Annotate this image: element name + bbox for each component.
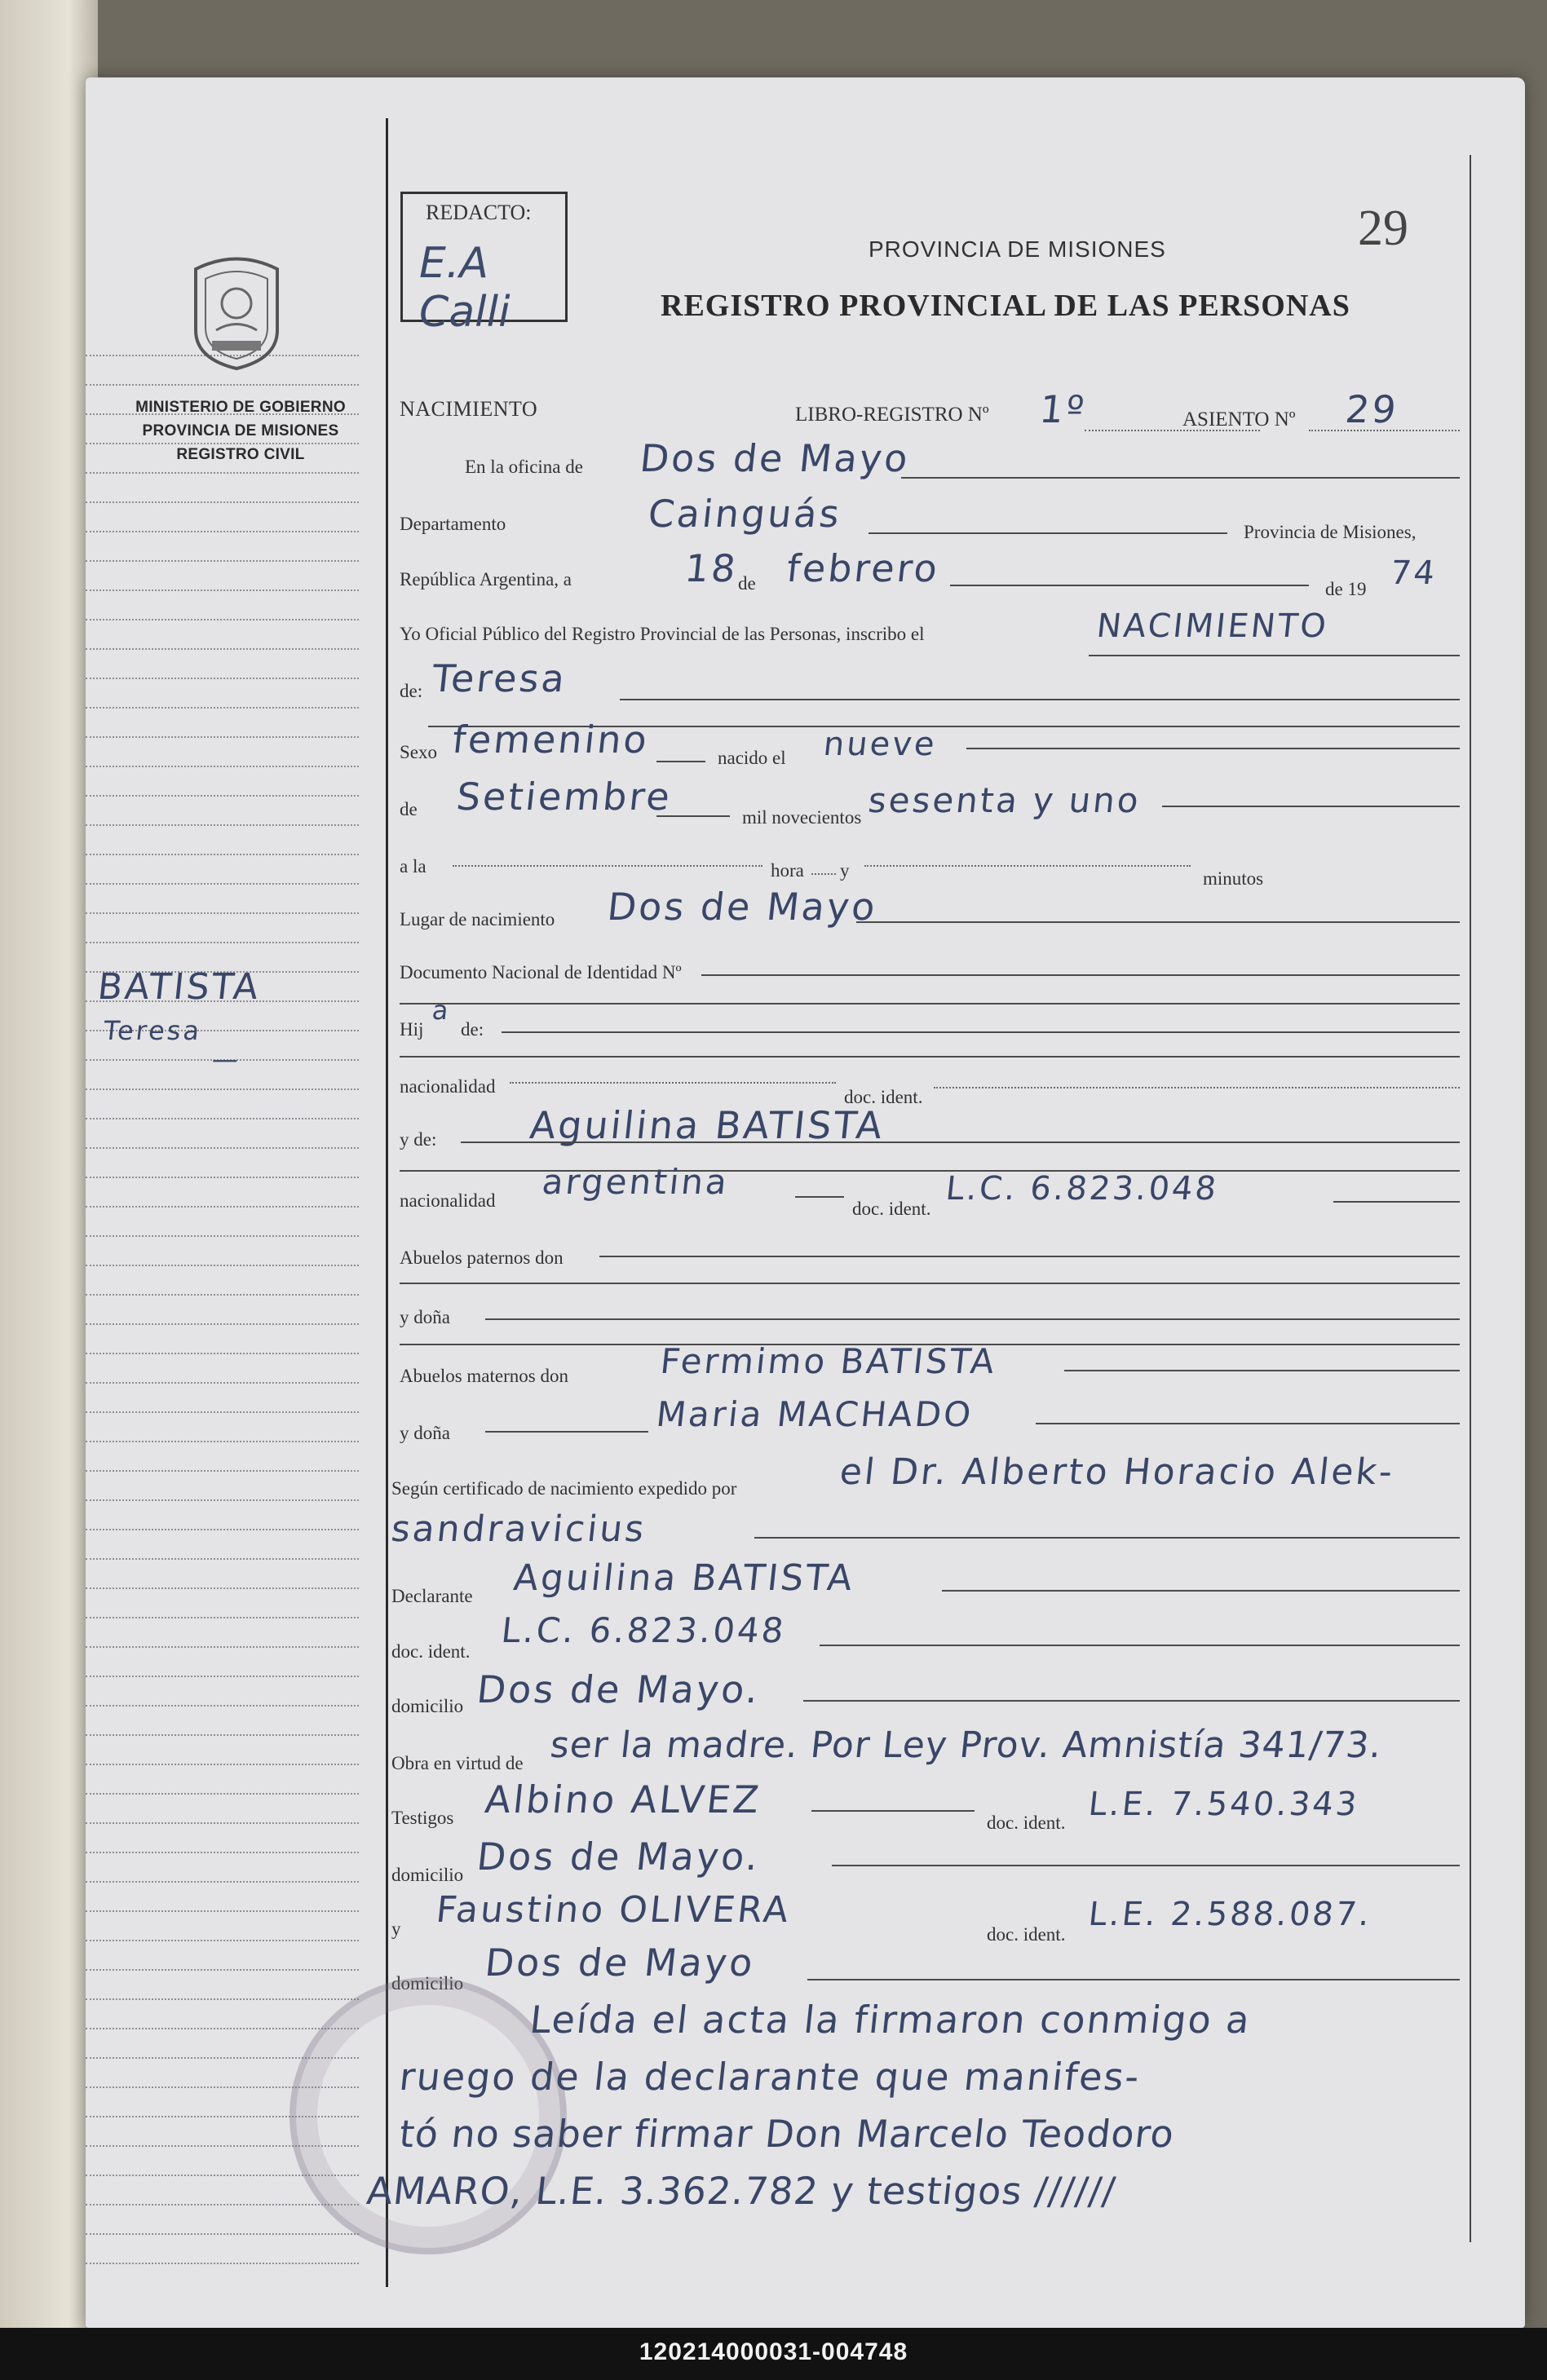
margin-ruled-line [86, 736, 359, 738]
label-y-testigo: y [391, 1919, 401, 1939]
margin-ruled-line [86, 795, 359, 797]
fill-acto [1089, 655, 1460, 656]
label-testigos: Testigos [391, 1808, 454, 1828]
value-hij-suffix: a [431, 995, 453, 1026]
page-number: 29 [1358, 201, 1408, 256]
margin-ruled-line [86, 1529, 359, 1530]
fill-abuelo-paterno-2 [400, 1283, 1460, 1284]
label-oficina: En la oficina de [465, 457, 583, 477]
value-certificado-por: el Dr. Alberto Horacio Alek- [838, 1451, 1397, 1493]
value-mes: febrero [785, 546, 942, 590]
label-mil-novecientos: mil novecientos [742, 807, 862, 828]
ministry-line-1: MINISTERIO DE GOBIERNO [135, 399, 346, 416]
margin-ruled-line [86, 1147, 359, 1149]
fill-minutos [864, 865, 1191, 867]
value-declarante: Aguilina BATISTA [511, 1557, 857, 1599]
margin-ruled-line [86, 1118, 359, 1119]
value-obra-virtud: ser la madre. Por Ley Prov. Amnistía 341/73. [548, 1724, 1385, 1766]
label-doc-ident-madre: doc. ident. [852, 1199, 931, 1219]
margin-ruled-line [86, 1998, 359, 2000]
margin-ruled-line [86, 1705, 359, 1707]
fill-abuelo-materno [1064, 1370, 1460, 1371]
value-lugar: Dos de Mayo [605, 885, 880, 929]
fill-hora [811, 873, 836, 875]
value-acto: NACIMIENTO [1094, 607, 1331, 645]
label-obra-virtud: Obra en virtud de [391, 1753, 524, 1773]
margin-ruled-line [86, 1294, 359, 1296]
margin-ruled-line [86, 883, 359, 885]
fill-abuela-paterna [485, 1318, 1460, 1320]
value-madre-doc: L.C. 6.823.048 [944, 1170, 1221, 1208]
margin-ruled-line [86, 1206, 359, 1208]
book-spine [0, 0, 98, 2380]
margin-ruled-line [86, 1411, 359, 1413]
fill-hijo [502, 1031, 1460, 1033]
margin-ruled-line [86, 1470, 359, 1472]
margin-ruled-line [86, 2204, 359, 2206]
fill-nacido [966, 748, 1460, 749]
value-nacido-mes: Setiembre [454, 775, 674, 819]
label-de-mes: de [738, 573, 756, 594]
margin-ruled-line [86, 589, 359, 591]
value-madre-nacionalidad: argentina [540, 1162, 732, 1202]
margin-ruled-line [86, 1822, 359, 1824]
value-abuela-materna: Maria MACHADO [654, 1394, 975, 1434]
margin-ruled-line [86, 501, 359, 503]
value-testigo2: Faustino OLIVERA [434, 1889, 793, 1931]
value-testigo1: Albino ALVEZ [483, 1777, 764, 1821]
label-hora: hora [771, 860, 804, 881]
fill-testigo1-domicilio [832, 1865, 1460, 1866]
value-declarante-doc: L.C. 6.823.048 [499, 1610, 789, 1650]
margin-ruled-line [86, 1617, 359, 1618]
label-testigo2-domicilio: domicilio [391, 1973, 464, 1994]
fill-hijo-2 [400, 1056, 1460, 1058]
margin-ruled-line [86, 1323, 359, 1325]
redacto-signature: E.A Calli [419, 239, 511, 337]
margin-surname: BATISTA [95, 966, 263, 1008]
margin-ruled-line [86, 1969, 359, 1971]
fill-nacido-mes [656, 815, 730, 817]
margin-ruled-line [86, 1587, 359, 1589]
label-y-de: y de: [400, 1129, 437, 1150]
closing-note-line-3: tó no saber firmar Don Marcelo Teodoro [397, 2112, 1177, 2156]
margin-ruled-line [86, 1441, 359, 1442]
margin-ruled-line [86, 1499, 359, 1501]
label-lugar-nacimiento: Lugar de nacimiento [400, 909, 555, 929]
margin-ruled-line [86, 2028, 359, 2029]
margin-ruled-line [86, 531, 359, 532]
margin-ruled-line [86, 1676, 359, 1677]
value-sexo: femenino [450, 718, 652, 762]
label-testigo1-domicilio: domicilio [391, 1865, 464, 1885]
margin-ruled-line [86, 1881, 359, 1883]
value-anio: 74 [1388, 554, 1439, 592]
label-nacionalidad-madre: nacionalidad [400, 1190, 496, 1211]
ministry-heading [118, 395, 363, 466]
fill-fecha [950, 585, 1309, 586]
value-certificado-por-2: sandravicius [389, 1508, 648, 1550]
margin-ruled-line [86, 1852, 359, 1853]
label-declarante-domicilio: domicilio [391, 1696, 464, 1716]
label-declarante-doc: doc. ident. [391, 1641, 471, 1662]
fill-departamento [869, 532, 1227, 534]
province-heading: PROVINCIA DE MISIONES [869, 236, 1166, 262]
label-abuelos-maternos: Abuelos maternos don [400, 1366, 568, 1386]
value-departamento: Cainguás [646, 492, 844, 536]
margin-ruled-line [86, 1235, 359, 1237]
margin-ruled-line [86, 1382, 359, 1384]
right-rule [1470, 155, 1471, 2242]
fill-abuelo-paterno [599, 1256, 1460, 1257]
fill-asiento [1309, 430, 1460, 431]
value-testigo2-doc: L.E. 2.588.087. [1086, 1896, 1374, 1933]
fill-sexo [656, 761, 705, 762]
label-yo-oficial: Yo Oficial Público del Registro Provincial de las Personas, inscribo el [400, 624, 925, 644]
record-id: 120214000031-004748 [639, 2338, 908, 2365]
label-y-hora: y [840, 860, 850, 881]
margin-ruled-line [86, 1910, 359, 1912]
label-a-la: a la [400, 856, 427, 876]
label-hij: Hij [400, 1019, 424, 1040]
label-declarante: Declarante [391, 1586, 473, 1606]
label-nacimiento: NACIMIENTO [400, 397, 538, 421]
margin-ruled-line [86, 1558, 359, 1560]
value-testigo1-domicilio: Dos de Mayo. [475, 1835, 763, 1879]
closing-note-line-4: AMARO, L.E. 3.362.782 y testigos ////// [365, 2169, 1119, 2213]
value-asiento-no: 29 [1343, 387, 1401, 431]
fill-doc-padre [934, 1087, 1460, 1088]
provincial-emblem-icon [188, 253, 285, 371]
ministry-line-3: REGISTRO CIVIL [176, 446, 305, 463]
fill-certificado [754, 1537, 1460, 1539]
margin-ruled-line [86, 1764, 359, 1765]
margin-ruled-line [86, 2263, 359, 2264]
margin-given-name: Teresa [102, 1015, 204, 1046]
value-abuelo-materno: Fermimo BATISTA [658, 1341, 999, 1381]
margin-ruled-line [86, 1646, 359, 1648]
label-asiento: ASIENTO Nº [1182, 408, 1296, 431]
margin-ruled-line [86, 854, 359, 855]
fill-testigo1 [811, 1810, 975, 1812]
value-testigo2-domicilio: Dos de Mayo [483, 1941, 758, 1985]
fill-madre-nac [795, 1196, 844, 1198]
margin-ruled-line [86, 1088, 359, 1090]
margin-ruled-line [86, 824, 359, 826]
label-testigo1-doc: doc. ident. [987, 1813, 1066, 1833]
value-declarante-domicilio: Dos de Mayo. [475, 1667, 763, 1711]
label-doc-ident-padre: doc. ident. [844, 1087, 923, 1107]
margin-ruled-line [86, 472, 359, 474]
margin-ruled-line [86, 678, 359, 679]
label-testigo2-doc: doc. ident. [987, 1924, 1066, 1945]
redacto-box [400, 192, 568, 337]
value-nombre: Teresa [430, 656, 569, 700]
label-provincia-misiones: Provincia de Misiones, [1244, 522, 1417, 542]
margin-ruled-line [86, 707, 359, 709]
label-segun-certificado: Según certificado de nacimiento expedido por [391, 1478, 737, 1499]
fill-nacionalidad-padre [510, 1082, 836, 1084]
fill-declarante-domicilio [803, 1700, 1460, 1702]
label-libro-registro: LIBRO-REGISTRO Nº [795, 404, 989, 426]
registry-page [86, 77, 1525, 2328]
fill-declarante [942, 1590, 1460, 1592]
registry-title: REGISTRO PROVINCIAL DE LAS PERSONAS [661, 289, 1350, 323]
fill-declarante-doc [820, 1645, 1460, 1646]
margin-ruled-line [86, 648, 359, 650]
margin-ruled-line [86, 912, 359, 914]
margin-ruled-line [86, 1793, 359, 1795]
redacto-label: REDACTO: [426, 201, 532, 224]
label-abuela-materna: y doña [400, 1423, 450, 1443]
value-nacido-dia: nueve [821, 726, 939, 763]
label-abuelos-paternos: Abuelos paternos don [400, 1247, 564, 1268]
fill-nombre [620, 699, 1460, 700]
label-minutos: minutos [1203, 868, 1264, 889]
fill-testigo2-domicilio [807, 1979, 1460, 1980]
fill-madre [461, 1141, 1460, 1143]
label-de-nombre: de: [400, 681, 423, 701]
margin-ruled-line [86, 1353, 359, 1354]
margin-ruled-line [86, 1177, 359, 1178]
margin-ruled-line [86, 2233, 359, 2235]
label-nacido-el: nacido el [718, 748, 786, 768]
value-dia: 18 [683, 546, 740, 590]
margin-ruled-line [86, 766, 359, 767]
value-oficina: Dos de Mayo [638, 436, 913, 480]
label-departamento: Departamento [400, 514, 506, 534]
value-madre: Aguilina BATISTA [528, 1103, 887, 1147]
label-documento: Documento Nacional de Identidad Nº [400, 962, 682, 982]
margin-ruled-line [86, 1734, 359, 1736]
margin-dash: — [210, 1044, 242, 1075]
label-de-19: de 19 [1325, 579, 1367, 599]
label-nacionalidad-padre: nacionalidad [400, 1076, 496, 1097]
fill-a-la [453, 865, 762, 867]
margin-rule [386, 118, 388, 2287]
margin-ruled-line [86, 942, 359, 943]
margin-ruled-line [86, 384, 359, 386]
label-hijo-de: de: [461, 1019, 484, 1040]
fill-abuela-materna-lead [485, 1431, 648, 1433]
closing-note-line-1: Leída el acta la firmaron conmigo a [528, 1998, 1253, 2042]
margin-ruled-line [86, 619, 359, 620]
closing-note-line-2: ruego de la declarante que manifes- [397, 2055, 1143, 2099]
label-republica: República Argentina, a [400, 569, 572, 589]
fill-nacido-anio [1162, 806, 1460, 807]
value-testigo1-doc: L.E. 7.540.343 [1086, 1786, 1361, 1823]
fill-documento [701, 974, 1460, 976]
label-abuela-paterna: y doña [400, 1307, 450, 1327]
fill-documento-2 [400, 1003, 1460, 1005]
margin-ruled-line [86, 1940, 359, 1941]
fill-abuela-materna [1036, 1423, 1460, 1424]
fill-lugar [856, 921, 1460, 923]
fill-madre-doc [1333, 1201, 1460, 1203]
margin-ruled-line [86, 560, 359, 562]
label-de-mes-nacido: de [400, 799, 418, 819]
margin-ruled-line [86, 1265, 359, 1266]
value-nacido-anio: sesenta y uno [866, 780, 1143, 820]
fill-oficina [901, 477, 1460, 479]
value-libro-no: 1º [1037, 387, 1089, 431]
label-sexo: Sexo [400, 742, 437, 762]
ministry-line-2: PROVINCIA DE MISIONES [142, 422, 339, 439]
